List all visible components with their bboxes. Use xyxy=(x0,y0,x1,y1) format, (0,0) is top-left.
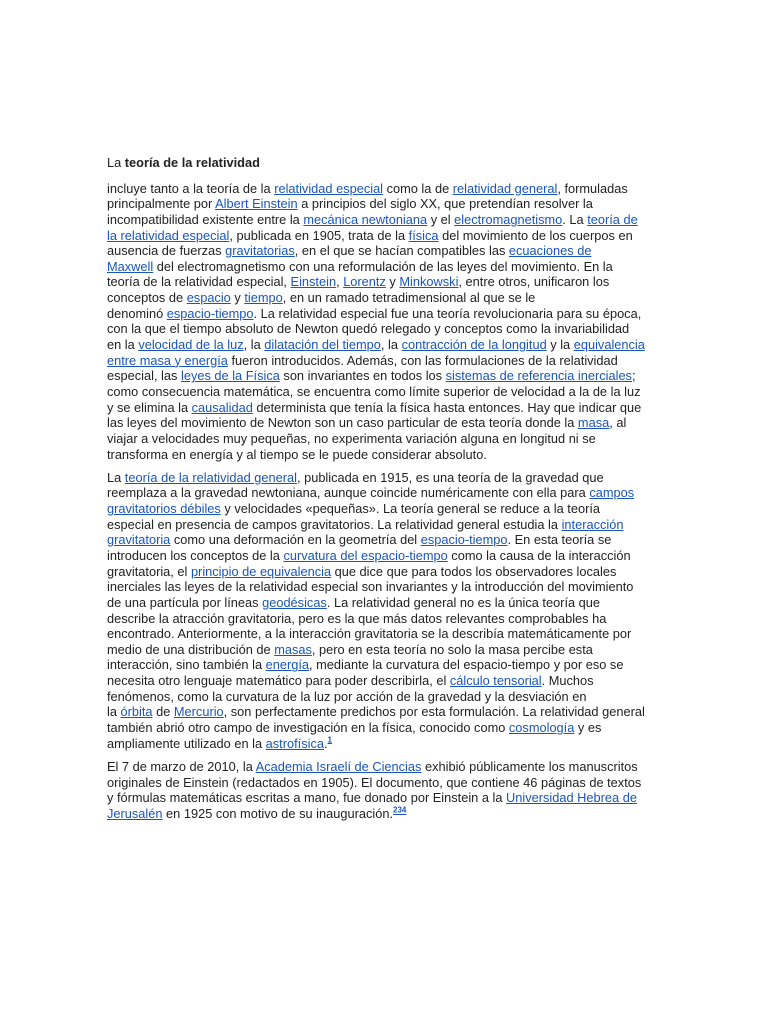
article-link[interactable]: principio de equivalencia xyxy=(190,563,332,579)
text-segment: ausencia de fuerzas xyxy=(107,243,226,259)
article-link[interactable]: equivalencia xyxy=(573,337,645,353)
text-segment: determinista que tenía la física hasta entonces. Hay que indicar que xyxy=(252,399,642,415)
text-line xyxy=(107,657,707,673)
text-line xyxy=(107,431,707,447)
article-link[interactable]: curvatura del espacio-tiempo xyxy=(283,547,448,563)
article-link[interactable]: cosmología xyxy=(508,720,575,736)
text-segment: con la que el tiempo absoluto de Newton quedó relegado y conceptos como la invariabilidad xyxy=(107,321,630,337)
text-segment: encontrado. Anteriormente, a la interacción gravitatoria se la describía matemáticamente por xyxy=(107,626,632,642)
text-segment: , al xyxy=(609,415,627,431)
article-link[interactable]: órbita xyxy=(120,704,153,720)
text-line xyxy=(107,790,707,806)
article-link[interactable]: sistemas de referencia inerciales xyxy=(445,368,632,384)
article-link[interactable]: electromagnetismo xyxy=(454,211,563,227)
article-link[interactable]: física xyxy=(408,227,439,243)
text-line xyxy=(107,181,707,197)
text-segment: y el xyxy=(427,211,455,227)
text-segment: fueron introducidos. Además, con las formulaciones de la relatividad xyxy=(227,352,618,368)
article-link[interactable]: Einstein xyxy=(290,274,337,290)
text-segment: de xyxy=(152,704,174,720)
text-line xyxy=(107,228,707,244)
text-segment: , pero en esta teoría no solo la masa percibe esta xyxy=(311,641,593,657)
article-link[interactable]: geodésicas xyxy=(262,594,327,610)
text-segment: , publicada en 1905, trata de la xyxy=(229,227,409,243)
text-segment: reemplaza a la gravedad newtoniana, aunque coincide numéricamente con ella para xyxy=(107,485,590,501)
text-line xyxy=(107,243,707,259)
paragraph xyxy=(107,181,707,463)
text-segment: ; xyxy=(631,368,636,384)
text-segment: incompatibilidad existente entre la xyxy=(107,211,304,227)
article-link[interactable]: relatividad especial xyxy=(274,180,384,196)
text-line xyxy=(107,306,707,322)
text-segment: en 1925 con motivo de su inauguración. xyxy=(162,805,394,821)
article-link[interactable]: Lorentz xyxy=(343,274,386,290)
text-segment: y se elimina la xyxy=(107,399,192,415)
article-link[interactable]: la relatividad especial xyxy=(107,227,230,243)
text-segment: teoría de la relatividad especial, xyxy=(107,274,291,290)
text-line xyxy=(107,564,707,580)
text-line xyxy=(107,196,707,212)
text-segment: , formuladas xyxy=(557,180,628,196)
text-segment: medio de una distribución de xyxy=(107,641,275,657)
text-line xyxy=(107,400,707,416)
text-segment: gravitatoria, el xyxy=(107,563,191,579)
article-link[interactable]: gravitatorias xyxy=(225,243,295,259)
text-line xyxy=(107,548,707,564)
text-line xyxy=(107,775,707,791)
text-line xyxy=(107,470,707,486)
article-link[interactable]: dilatación del tiempo xyxy=(264,337,381,353)
text-segment: interacción, sino también la xyxy=(107,657,266,673)
text-segment: especial en presencia de campos gravitatorios. La relatividad general estudia la xyxy=(107,516,562,532)
article-link[interactable]: Mercurio xyxy=(173,704,224,720)
text-segment: como consecuencia matemática, se encuentra como límite superior de velocidad a la de la luz xyxy=(107,383,641,399)
text-segment: y fórmulas matemáticas escritas a mano, fue donado por Einstein a la xyxy=(107,790,507,806)
text-segment: necesita otro lenguaje matemático para poder describirla, el xyxy=(107,673,450,689)
text-segment: denominó xyxy=(107,305,167,321)
article-link[interactable]: Universidad Hebrea de xyxy=(506,790,637,806)
article-link[interactable]: cálculo tensorial xyxy=(449,673,542,689)
article-link[interactable]: leyes de la Física xyxy=(180,368,280,384)
article-link[interactable]: Jerusalén xyxy=(107,805,163,821)
text-line xyxy=(107,447,707,463)
article-link[interactable]: gravitatorios débiles xyxy=(107,501,221,517)
text-segment: transforma en energía y al tiempo se le puede considerar absoluto. xyxy=(107,446,487,462)
text-segment: ampliamente utilizado en la xyxy=(107,735,266,751)
article-link[interactable]: gravitatoria xyxy=(107,532,171,548)
text-line xyxy=(107,642,707,658)
article-link[interactable]: entre masa y energía xyxy=(107,352,228,368)
text-segment: . En esta teoría se xyxy=(507,532,612,548)
text-segment: conceptos de xyxy=(107,290,187,306)
title-prefix: La xyxy=(107,155,125,170)
article-link[interactable]: Maxwell xyxy=(107,258,154,274)
text-segment: . xyxy=(323,735,328,751)
text-segment: describe la atracción gravitatoria, pero es la que más datos relevantes comprobables ha xyxy=(107,610,607,626)
text-segment: El 7 de marzo de 2010, la xyxy=(107,758,256,774)
article-link[interactable]: masas xyxy=(274,641,312,657)
article-link[interactable]: ecuaciones de xyxy=(508,243,592,259)
text-segment: de una partícula por líneas xyxy=(107,594,263,610)
text-line xyxy=(107,759,707,775)
text-line xyxy=(107,290,707,306)
title-bold: teoría de la relatividad xyxy=(124,155,260,170)
article-link[interactable]: contracción de la longitud xyxy=(401,337,547,353)
text-segment: como una deformación en la geometría del xyxy=(170,532,421,548)
text-segment: y xyxy=(230,290,245,306)
article-link[interactable]: teoría de la relatividad general xyxy=(124,469,297,485)
text-line xyxy=(107,720,707,736)
article-link[interactable]: tiempo xyxy=(244,290,283,306)
text-segment: , la xyxy=(243,337,265,353)
article-body xyxy=(107,155,707,829)
text-line xyxy=(107,384,707,400)
text-segment: son invariantes en todos los xyxy=(279,368,446,384)
text-line xyxy=(107,501,707,517)
text-line xyxy=(107,689,707,705)
text-line xyxy=(107,579,707,595)
text-segment: principalmente por xyxy=(107,196,216,212)
text-line xyxy=(107,415,707,431)
text-line xyxy=(107,595,707,611)
article-link[interactable]: mecánica newtoniana xyxy=(303,211,428,227)
text-segment: especial, las xyxy=(107,368,181,384)
text-segment: fenómenos, como la curvatura de la luz por acción de la gravedad y la desviación en xyxy=(107,688,587,704)
text-segment: del movimiento de los cuerpos en xyxy=(438,227,633,243)
text-line xyxy=(107,368,707,384)
reference-link[interactable]: 234 xyxy=(393,805,407,815)
text-segment: la xyxy=(107,704,121,720)
text-line xyxy=(107,517,707,533)
text-line xyxy=(107,611,707,627)
article-link[interactable]: causalidad xyxy=(191,399,253,415)
text-segment: y velocidades «pequeñas». La teoría general se reduce a la teoría xyxy=(220,501,601,517)
article-link[interactable]: espacio-tiempo xyxy=(166,305,254,321)
article-link[interactable]: espacio xyxy=(186,290,231,306)
text-segment: y la xyxy=(546,337,574,353)
text-segment: . La xyxy=(562,211,588,227)
text-segment: , publicada en 1915, es una teoría de la gravedad que xyxy=(296,469,604,485)
article-link[interactable]: velocidad de la luz xyxy=(138,337,244,353)
text-segment: , en el que se hacían compatibles las xyxy=(294,243,509,259)
text-segment: del electromagnetismo con una reformulación de las leyes del movimiento. En la xyxy=(153,258,613,274)
text-segment: , entre otros, unificaron los xyxy=(458,274,610,290)
article-title xyxy=(107,155,707,171)
text-line xyxy=(107,259,707,275)
text-segment: originales de Einstein (redactados en 1905). El documento, que contiene 46 páginas de textos xyxy=(107,774,642,790)
article-link[interactable]: campos xyxy=(589,485,635,501)
text-line xyxy=(107,485,707,501)
text-segment: , xyxy=(336,274,344,290)
text-segment: y es xyxy=(574,720,602,736)
article-link[interactable]: teoría de xyxy=(587,211,638,227)
text-segment: exhibió públicamente los manuscritos xyxy=(421,758,638,774)
text-line xyxy=(107,274,707,290)
text-segment: . La relatividad especial fue una teoría revolucionaria para su época, xyxy=(253,305,642,321)
article-link[interactable]: Academia Israelí de Ciencias xyxy=(255,758,422,774)
text-segment: como la causa de la interacción xyxy=(447,547,631,563)
text-segment: incluye tanto a la teoría de la xyxy=(107,180,275,196)
article-link[interactable]: Minkowski xyxy=(399,274,459,290)
text-segment: como la de xyxy=(383,180,453,196)
text-line xyxy=(107,626,707,642)
text-segment: . La relatividad general no es la única teoría que xyxy=(326,594,601,610)
text-segment: , mediante la curvatura del espacio-tiempo y por eso se xyxy=(309,657,624,673)
text-line xyxy=(107,673,707,689)
text-segment: viajar a velocidades muy pequeñas, no experimenta variación alguna en longitud ni se xyxy=(107,430,596,446)
text-line xyxy=(107,353,707,369)
text-segment: . Muchos xyxy=(541,673,594,689)
text-line xyxy=(107,321,707,337)
text-segment: introducen los conceptos de la xyxy=(107,547,284,563)
text-segment: y xyxy=(385,274,400,290)
text-segment: a principios del siglo XX, que pretendían resolver la xyxy=(297,196,593,212)
article-link[interactable]: espacio-tiempo xyxy=(420,532,508,548)
article-link[interactable]: masa xyxy=(577,415,610,431)
article-link[interactable]: relatividad general xyxy=(452,180,558,196)
text-segment: en la xyxy=(107,337,139,353)
reference-link[interactable]: 1 xyxy=(327,735,332,745)
article-link[interactable]: astrofísica xyxy=(265,735,324,751)
paragraph xyxy=(107,759,707,822)
text-line xyxy=(107,212,707,228)
text-segment: , en un ramado tetradimensional al que se le xyxy=(282,290,536,306)
text-segment: inerciales las leyes de la relatividad especial son invariantes y la introducción del movimiento xyxy=(107,579,634,595)
text-segment: también abrió otro campo de investigación en la física, conocido como xyxy=(107,720,509,736)
article-link[interactable]: Albert Einstein xyxy=(215,196,298,212)
text-line xyxy=(107,704,707,720)
article-link[interactable]: energía xyxy=(265,657,310,673)
text-segment: que dice que para todos los observadores locales xyxy=(331,563,617,579)
text-segment: las leyes del movimiento de Newton son un caso particular de esta teoría donde la xyxy=(107,415,578,431)
text-line xyxy=(107,337,707,353)
paragraphs xyxy=(107,181,707,822)
article-link[interactable]: interacción xyxy=(561,516,624,532)
text-line xyxy=(107,736,707,752)
text-segment: La xyxy=(107,469,125,485)
text-line xyxy=(107,532,707,548)
text-segment: , la xyxy=(380,337,402,353)
text-line xyxy=(107,806,707,822)
text-segment: , son perfectamente predichos por esta formulación. La relatividad general xyxy=(223,704,645,720)
paragraph xyxy=(107,470,707,752)
